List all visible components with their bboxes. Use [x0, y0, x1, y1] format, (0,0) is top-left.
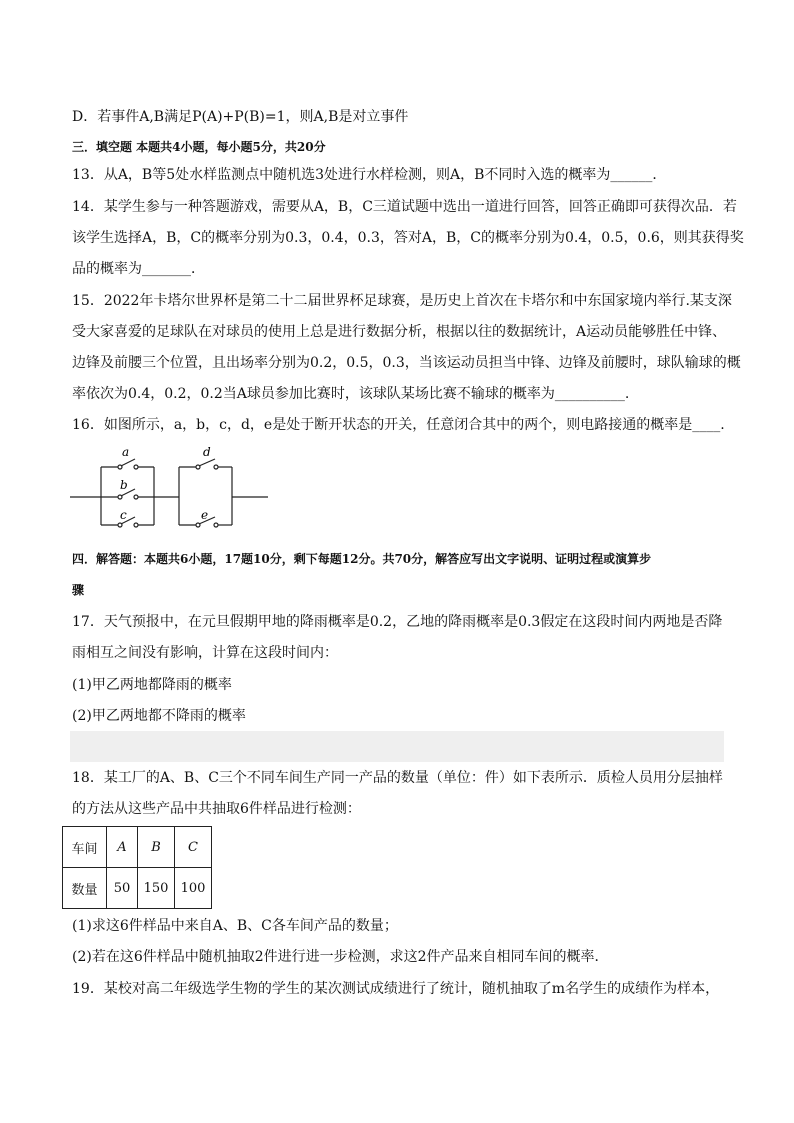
table-cell: 数量	[63, 868, 107, 909]
question-18-part1: (1)求这6件样品中来自A、B、C各车间产品的数量；	[72, 918, 398, 934]
question-13: 13．从A，B等5处水样监测点中随机选3处进行水样检测，则A，B不同时入选的概率为______．	[72, 167, 667, 183]
table-cell: B	[138, 827, 175, 868]
question-14-line2: 该学生选择A，B，C的概率分别为0.3，0.4，0.3，答对A，B，C的概率分别为0.4，0.5，0.6，则其获得奖	[72, 230, 744, 246]
question-17-part2: (2)甲乙两地都不降雨的概率	[72, 708, 246, 724]
question-19: 19．某校对高二年级选学生物的学生的某次测试成绩进行了统计，随机抽取了m名学生的成绩作为样本，	[72, 981, 720, 997]
question-18-part2: (2)若在这6件样品中随机抽取2件进行进一步检测，求这2件产品来自相同车间的概率．	[72, 949, 609, 965]
production-table	[62, 826, 212, 909]
table-cell: 车间	[63, 827, 107, 868]
table-cell: 50	[107, 868, 138, 909]
circuit-diagram	[70, 445, 270, 533]
question-15-line3: 边锋及前腰三个位置，且出场率分别为0.2，0.5，0.3，当该运动员担当中锋、边锋及前腰时，球队输球的概	[72, 355, 741, 371]
question-17-part1: (1)甲乙两地都降雨的概率	[72, 677, 232, 693]
question-16: 16．如图所示，a，b，c，d，e是处于断开状态的开关，任意闭合其中的两个，则电路接通的概率是____.	[72, 417, 725, 433]
table-cell: A	[107, 827, 138, 868]
question-17-line2: 雨相互之间没有影响，计算在这段时间内：	[72, 645, 338, 661]
label-d: d	[203, 445, 211, 459]
section-3-heading: 三．填空题 本题共4小题，每小题5分，共20分	[72, 140, 326, 154]
table-cell: C	[175, 827, 212, 868]
switch-d	[196, 459, 218, 469]
question-17-line1: 17．天气预报中，在元旦假期甲地的降雨概率是0.2，乙地的降雨概率是0.3假定在这段时间内两地是否降	[72, 614, 723, 630]
question-18-line1: 18．某工厂的A、B、C三个不同车间生产同一产品的数量（单位：件）如下表所示．质检人员用分层抽样	[72, 770, 723, 786]
label-a: a	[122, 445, 130, 459]
question-15-line4: 率依次为0.4，0.2，0.2当A球员参加比赛时，该球队某场比赛不输球的概率为__________.	[72, 386, 630, 402]
switch-a	[118, 459, 138, 469]
table-row	[63, 827, 212, 868]
label-c: c	[120, 508, 127, 522]
question-15-line2: 受大家喜爱的足球队在对球员的使用上总是进行数据分析，根据以往的数据统计，A运动员能够胜任中锋、	[72, 324, 727, 340]
label-b: b	[120, 478, 128, 492]
question-15-line1: 15．2022年卡塔尔世界杯是第二十二届世界杯足球赛，是历史上首次在卡塔尔和中东国家境内举行.某支深	[72, 293, 732, 309]
section-4-heading-line1: 四．解答题：本题共6小题，17题10分，剩下每题12分。共70分，解答应写出文字说明、证明过程或演算步	[72, 552, 652, 566]
line-option-d: D．若事件A,B满足P(A)+P(B)=1，则A,B是对立事件	[72, 109, 409, 125]
table-row	[63, 868, 212, 909]
question-14-line1: 14．某学生参与一种答题游戏，需要从A，B，C三道试题中选出一道进行回答，回答正确即可获得次品．若	[72, 199, 737, 215]
label-e: e	[201, 508, 209, 522]
question-18-line2: 的方法从这些产品中共抽取6件样品进行检测：	[72, 801, 361, 817]
question-14-line3: 品的概率为_______．	[72, 261, 205, 277]
table-cell: 100	[175, 868, 212, 909]
section-4-heading-line2: 骤	[72, 583, 85, 597]
table-cell: 150	[138, 868, 175, 909]
answer-area	[70, 731, 724, 762]
